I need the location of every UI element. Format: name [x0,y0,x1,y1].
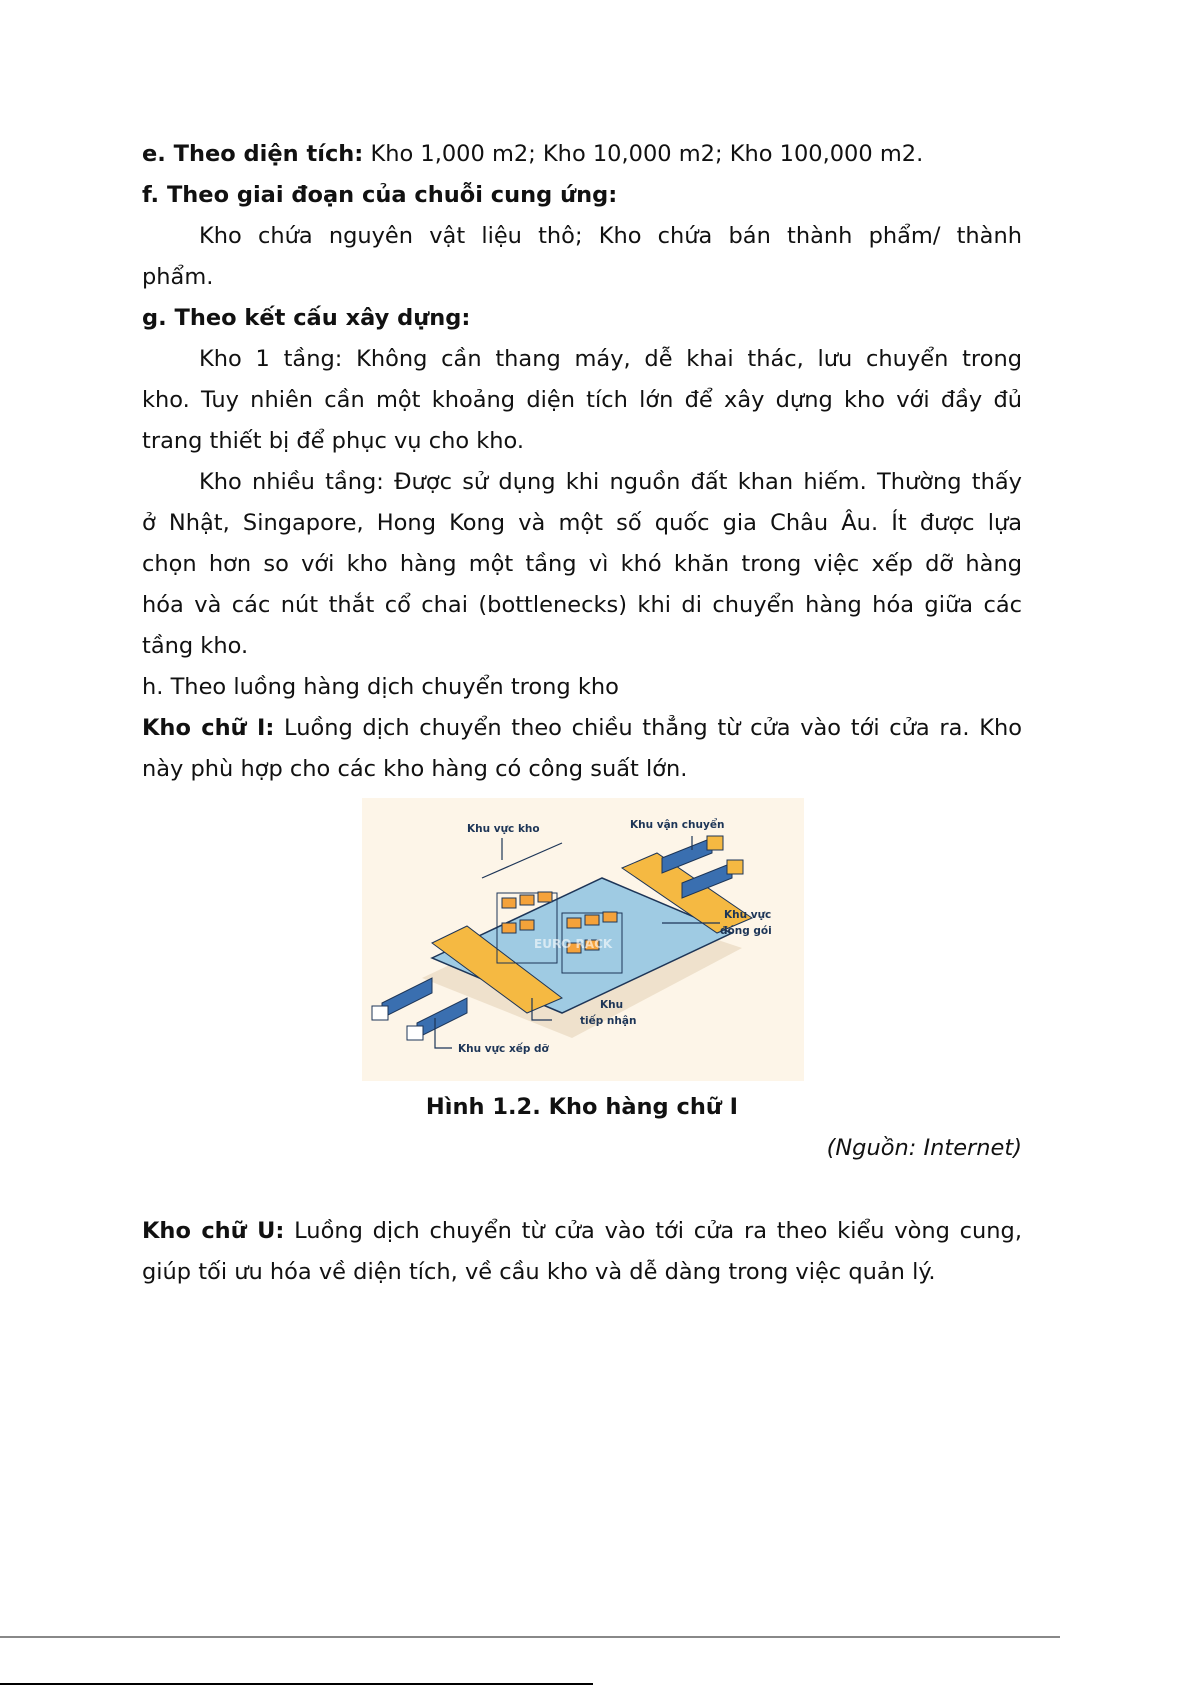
kho-u-line2: giúp tối ưu hóa về diện tích, về cầu kho và dễ dàng trong việc quản lý. [142,1259,936,1285]
kho-u-line1: Kho chữ U: Luồng dịch chuyển từ cửa vào tới cửa ra theo kiểu vòng cung, [142,1218,1022,1244]
heading-e: e. Theo diện tích: [142,141,364,167]
text-g-p1-1: Kho 1 tầng: Không cần thang máy, dễ khai thác, lưu chuyển trong [199,346,1022,372]
label-packing-2: đóng gói [720,925,772,937]
label-receiving-2: tiếp nhận [580,1015,637,1027]
watermark: EURO RACK [534,937,613,951]
text-g-p2-5: tầng kho. [142,633,249,659]
text-g-p1-3: trang thiết bị để phục vụ cho kho. [142,428,525,454]
text-g-p2-4: hóa và các nút thắt cổ chai (bottlenecks) khi di chuyển hàng hóa giữa các [142,592,1022,618]
text-f-2: phẩm. [142,264,214,290]
label-loading-area: Khu vực xếp dỡ [458,1043,549,1055]
figure-caption: Hình 1.2. Kho hàng chữ I [425,1094,739,1120]
text-g-p2-2: ở Nhật, Singapore, Hong Kong và một số quốc gia Châu Âu. Ít được lựa [142,510,1022,536]
text-g-p2-1: Kho nhiều tầng: Được sử dụng khi nguồn đất khan hiếm. Thường thấy [199,469,1022,495]
figure-source: (Nguồn: Internet) [826,1135,1022,1161]
section-e [142,140,1022,168]
text-g-p1-2: kho. Tuy nhiên cần một khoảng diện tích lớn để xây dựng kho với đầy đủ [142,387,1022,413]
kho-i-line1: Kho chữ I: Luồng dịch chuyển theo chiều thẳng từ cửa vào tới cửa ra. Kho [142,715,1022,741]
heading-h: h. Theo luồng hàng dịch chuyển trong kho [142,674,619,700]
text-f-1: Kho chứa nguyên vật liệu thô; Kho chứa bán thành phẩm/ thành [199,223,1022,249]
footer-divider [0,1636,1060,1638]
label-shipping-area: Khu vận chuyển [630,819,725,831]
text-g-p2-3: chọn hơn so với kho hàng một tầng vì khó khăn trong việc xếp dỡ hàng [142,551,1022,577]
label-storage-area: Khu vực kho [467,823,540,835]
text-e: Kho 1,000 m2; Kho 10,000 m2; Kho 100,000 m2. [363,141,924,167]
heading-g: g. Theo kết cấu xây dựng: [142,305,471,331]
label-receiving-1: Khu [600,999,624,1011]
i-warehouse-illustration [362,798,804,1081]
label-packing-1: Khu vực [724,909,772,921]
kho-i-line2: này phù hợp cho các kho hàng có công suất lớn. [142,756,688,782]
heading-f: f. Theo giai đoạn của chuỗi cung ứng: [142,182,618,208]
